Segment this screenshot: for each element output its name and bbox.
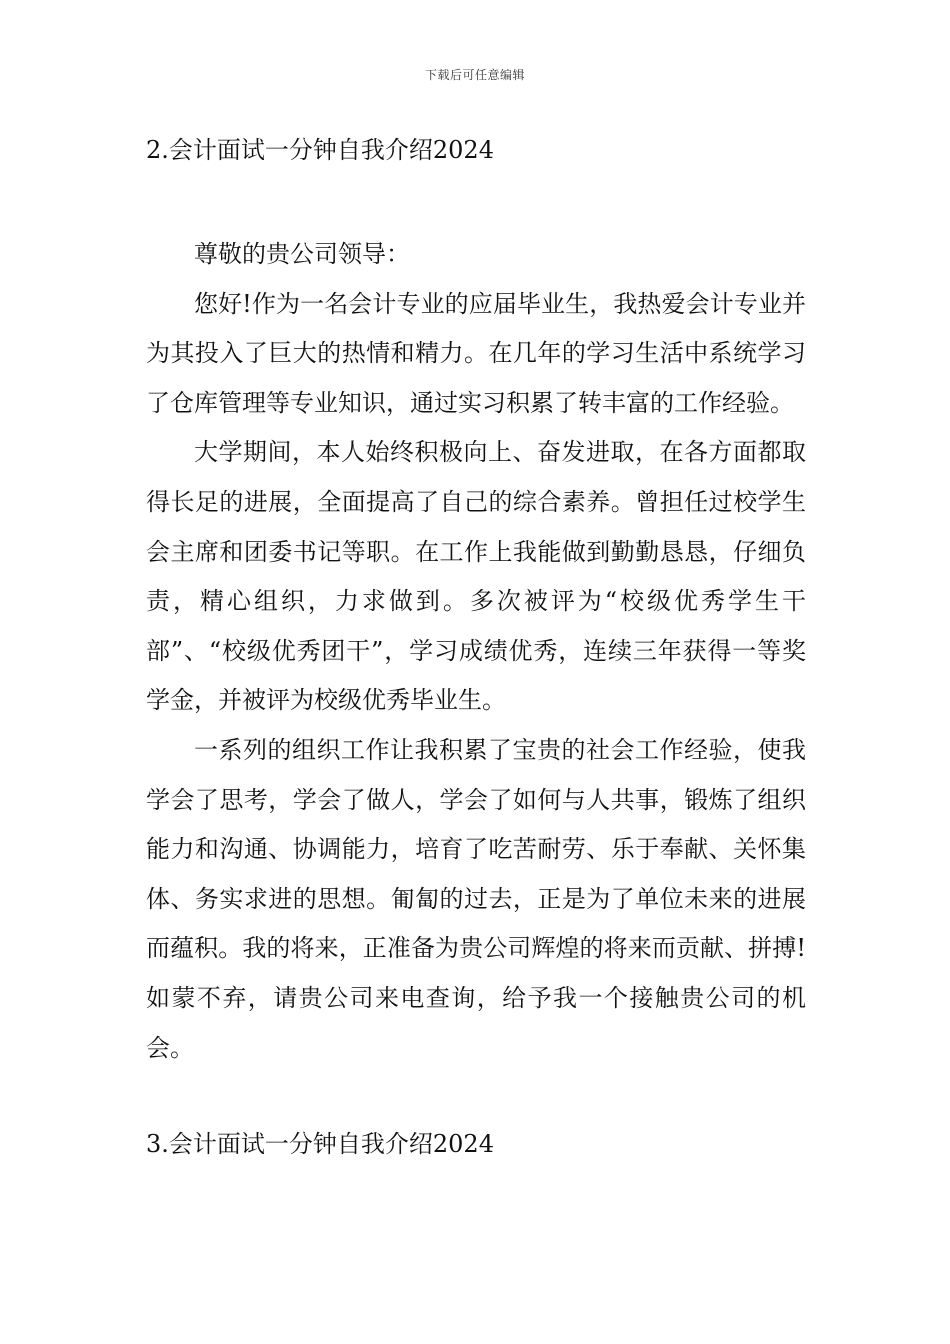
paragraph-university: 大学期间，本人始终积极向上、奋发进取，在各方面都取得长足的进展，全面提高了自己的综合素养。曾担任过校学生会主席和团委书记等职。在工作上我能做到勤勤恳恳，仔细负责，精心组织，力求做到。多次被评为“校级优秀学生干部”、“校级优秀团干”，学习成绩优秀，连续三年获得一等奖学金，并被评为校级优秀毕业生。 (146, 438, 806, 715)
paragraph-intro: 您好!作为一名会计专业的应届毕业生，我热爱会计专业并为其投入了巨大的热情和精力。在几年的学习生活中系统学习了仓库管理等专业知识，通过实习积累了转丰富的工作经验。 (146, 289, 806, 417)
paragraph-experience: 一系列的组织工作让我积累了宝贵的社会工作经验，使我学会了思考，学会了做人，学会了如何与人共事，锻炼了组织能力和沟通、协调能力，培育了吃苦耐劳、乐于奉献、关怀集体、务实求进的思想。匍匐的过去，正是为了单位未来的进展而蕴积。我的将来，正准备为贵公司辉煌的将来而贡献、拼搏!如蒙不弃，请贵公司来电查询，给予我一个接触贵公司的机会。 (146, 735, 806, 1062)
section-3-title: 3.会计面试一分钟自我介绍2024 (146, 1130, 494, 1158)
letter-body (146, 230, 806, 1073)
section-2-title: 2.会计面试一分钟自我介绍2024 (146, 136, 494, 164)
header-note: 下载后可任意编辑 (424, 68, 525, 82)
greeting: 尊敬的贵公司领导： (194, 240, 410, 268)
